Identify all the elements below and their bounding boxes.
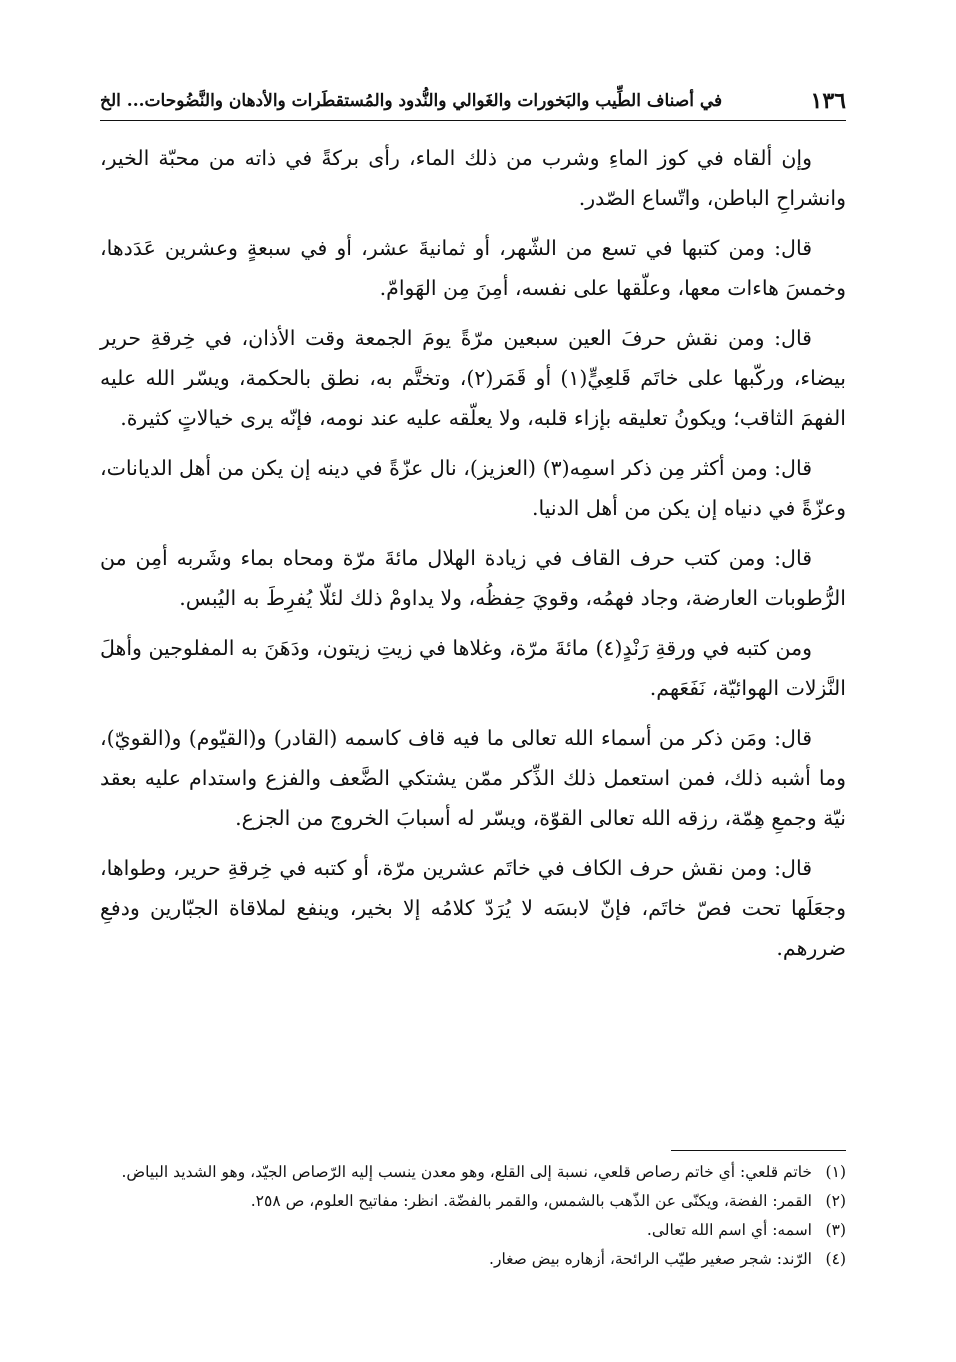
footnote: [100, 1247, 846, 1272]
footnote: [100, 1218, 846, 1243]
paragraph: قال: ومن نقش حرفَ العين سبعين مرّةً يومَ الجمعة وقت الأذان، في خِرقةِ حرير بيضاء، وركّبها على خاتَم قَلعِيٍّ(١) أو قَمَر(٢)، وتختَّم به، نطق بالحكمة، ويسّر الله عليه الفهمَ الثاقب؛ ويكونُ تعليقه بإزاء قلبه، ولا يعلّقه عليه عند نومه، فإنّه يرى خيالاتٍ كثيرة.: [100, 326, 846, 430]
running-header: [100, 82, 846, 121]
footnote-number: (٣): [825, 1221, 846, 1239]
footnote-text: القمر: الفضة، ويكنّى عن الذّهب بالشمس، والقمر بالفضّة. انظر: مفاتيح العلوم، ص ٢٥٨.: [250, 1192, 812, 1210]
footnotes: [100, 1160, 846, 1276]
paragraph: قال: ومن أكثر مِن ذكر اسمِه(٣) (العزيز)، نال عزّةً في دينه إن يكن من أهل الديانات، وعزّةً في دنياه إن يكن من أهل الدنيا.: [100, 456, 846, 520]
footnote-divider: [671, 1150, 846, 1151]
footnote-text: خاتم قلعي: أي خاتم رصاص قلعي، نسبة إلى القلع، وهو معدن ينسب إليه الرّصاص الجيّد، وهو الشديد البياض.: [121, 1163, 812, 1181]
paragraph: قال: ومن كتب حرف القاف في زيادة الهلال مائةَ مرّة ومحاه بماء وشَربه أمِن من الرُّطوبات العارضة، وجاد فهمُه، وقويَ حِفظُه، ولا يداومْ ذلك لئلّا يُفرِطَ به اليُبس.: [100, 546, 846, 610]
paragraph: وإن ألقاه في كوز الماءِ وشرب من ذلك الماء، رأى بركةً في ذاته من محبّة الخير، وانشراحِ الباطن، واتّساع الصّدر.: [100, 146, 846, 210]
footnote-number: (١): [825, 1163, 846, 1181]
paragraph: ومن كتبه في ورقةِ رَنْدٍ(٤) مائةَ مرّة، وغلاها في زيتِ زيتون، ودَهَنَ به المفلوجين وأهلَ النَّزلات الهوائيّة، نَفَعَهم.: [100, 636, 846, 700]
running-header-title: في أصناف الطِّيب والبَخورات والغَوالي والنُّدود والمُستقطَرات والأدهان والنَّضُوحات... الخ: [100, 91, 723, 111]
main-text: [100, 138, 846, 978]
footnote: [100, 1160, 846, 1185]
paragraph: قال: ومن نقش حرف الكاف في خاتَم عشرين مرّة، أو كتبه في خِرقةِ حرير، وطواها، وجعَلَها تحت فصّ خاتَم، فإنّ لابسَه لا يُرَدّ كلامُه إلا بخير، وينفع لملاقاة الجبّارين ودفعِ ضررهم.: [100, 856, 846, 960]
footnote-text: اسمه: أي اسم الله تعالى.: [646, 1221, 812, 1239]
paragraph: قال: ومن كتبها في تسع من الشّهر، أو ثمانيةَ عشر، أو في سبعةٍ وعشرين عَدَدها، وخمسَ هاءات معها، وعلّقها على نفسه، أمِنَ مِن الهَوامّ.: [100, 236, 846, 300]
footnote-number: (٢): [825, 1192, 846, 1210]
footnote-text: الرّند: شجر صغير طيّب الرائحة، أزهاره بيض صغار.: [489, 1250, 812, 1268]
footnote: [100, 1189, 846, 1214]
paragraph: قال: ومَن ذكر من أسماء الله تعالى ما فيه قاف كاسمه (القادر) و(القيّوم) و(القويّ)، وما أشبه ذلك، فمن استعمل ذلك الذِّكر ممّن يشتكي الضَّعف والفزع واستدام عليه بعقد نيّة وجمعِ هِمّة، رزقه الله تعالى القوّة، ويسّر له أسبابَ الخروج من الجزع.: [100, 726, 846, 830]
footnote-number: (٤): [825, 1250, 846, 1268]
page-number: ١٣٦: [810, 88, 846, 114]
